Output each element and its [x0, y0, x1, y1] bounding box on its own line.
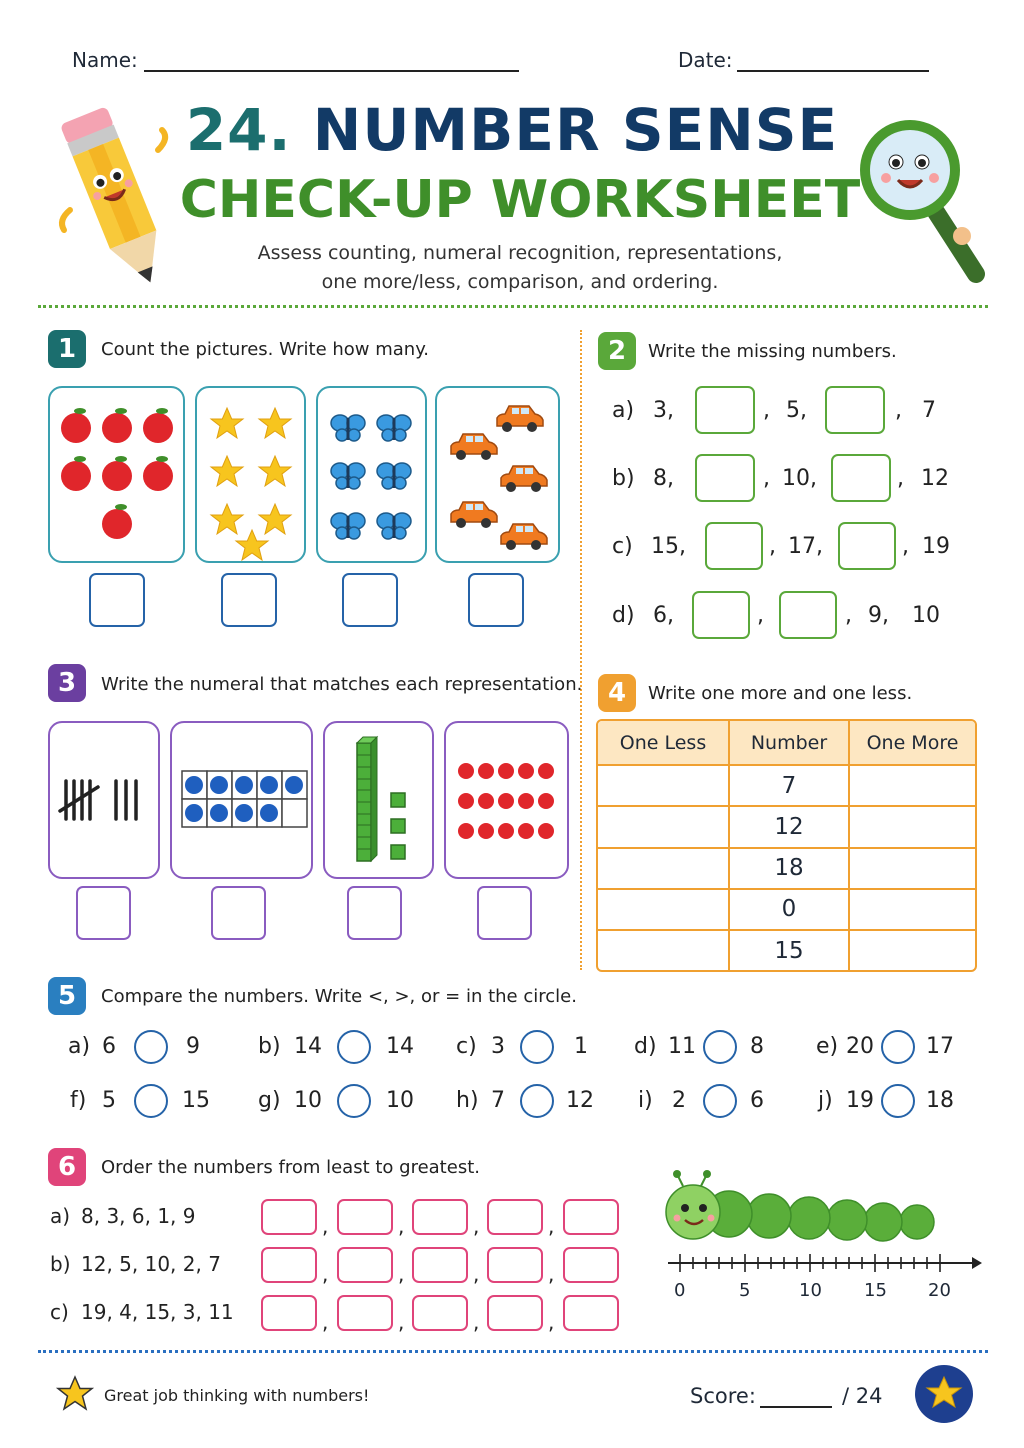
- compare-g-left: 10: [294, 1088, 322, 1113]
- compare-e-right: 17: [926, 1034, 954, 1059]
- missing-row-c-comma-1: ,: [769, 534, 776, 559]
- title-number: 24.: [185, 96, 292, 164]
- apple-icon: [50, 388, 183, 561]
- section-1-badge: 1: [48, 330, 86, 368]
- missing-row-c-comma-2: ,: [902, 534, 909, 559]
- compare-h-right: 12: [566, 1088, 594, 1113]
- missing-row-b-comma-1: ,: [763, 466, 770, 491]
- missing-row-b-comma-2: ,: [897, 466, 904, 491]
- number-line-label-10: 10: [799, 1280, 822, 1301]
- missing-row-a-item-3: 7: [922, 398, 936, 423]
- section-1-answer-box-3[interactable]: [342, 573, 398, 627]
- score-label: Score:: [690, 1384, 756, 1408]
- column-divider: [580, 330, 582, 970]
- section-1-instruction: Count the pictures. Write how many.: [101, 339, 430, 360]
- number-cell: 7: [729, 765, 849, 806]
- table-header-one-less: One Less: [598, 721, 729, 765]
- star-icon: [197, 388, 304, 561]
- section-2-instruction: Write the missing numbers.: [648, 341, 897, 362]
- compare-e-left: 20: [846, 1034, 874, 1059]
- order-row-c-numbers: 19, 4, 15, 3, 11: [81, 1300, 234, 1324]
- compare-h-left: 7: [491, 1088, 505, 1113]
- svg-text:,: ,: [548, 1262, 555, 1286]
- compare-f-label: f): [70, 1088, 87, 1113]
- number-line: [664, 1252, 984, 1274]
- table-header-one-more: One More: [849, 721, 975, 765]
- compare-c-right: 1: [574, 1034, 588, 1059]
- name-line[interactable]: [144, 70, 519, 72]
- compare-i-label: i): [638, 1088, 653, 1113]
- svg-text:,: ,: [322, 1262, 329, 1286]
- missing-row-c-box-2[interactable]: [838, 522, 896, 570]
- compare-f-left: 5: [102, 1088, 116, 1113]
- compare-g-circle[interactable]: [337, 1084, 371, 1118]
- name-label: Name:: [72, 48, 138, 72]
- missing-row-a-item-1: 3,: [653, 398, 674, 423]
- one-more-cell[interactable]: [849, 889, 975, 930]
- compare-j-right: 18: [926, 1088, 954, 1113]
- order-commas: [260, 1195, 630, 1345]
- one-less-cell[interactable]: [598, 848, 729, 889]
- star-count-card: [195, 386, 306, 563]
- one-more-less-table: [596, 719, 977, 972]
- number-cell: 15: [729, 930, 849, 970]
- one-more-cell[interactable]: [849, 765, 975, 806]
- section-5-badge: 5: [48, 977, 86, 1015]
- page-subtitle: CHECK-UP WORKSHEET: [179, 170, 861, 230]
- compare-j-label: j): [818, 1088, 833, 1113]
- one-more-cell[interactable]: [849, 848, 975, 889]
- section-3-badge: 3: [48, 664, 86, 702]
- number-line-label-20: 20: [928, 1280, 951, 1301]
- compare-c-circle[interactable]: [520, 1030, 554, 1064]
- missing-row-d-label: d): [612, 603, 635, 628]
- one-less-cell[interactable]: [598, 765, 729, 806]
- description-line-2: one more/less, comparison, and ordering.: [321, 271, 719, 293]
- page-title: [0, 96, 1024, 164]
- one-less-cell[interactable]: [598, 930, 729, 970]
- section-1-answer-box-2[interactable]: [221, 573, 277, 627]
- section-3-answer-box-3[interactable]: [347, 886, 402, 940]
- compare-d-right: 8: [750, 1034, 764, 1059]
- section-6-badge: 6: [48, 1148, 86, 1186]
- section-6-instruction: Order the numbers from least to greatest.: [101, 1157, 480, 1178]
- compare-b-left: 14: [294, 1034, 322, 1059]
- compare-b-circle[interactable]: [337, 1030, 371, 1064]
- svg-text:,: ,: [548, 1310, 555, 1334]
- missing-row-a-comma-1: ,: [763, 398, 770, 423]
- tally-marks-icon: [50, 723, 158, 877]
- compare-c-left: 3: [491, 1034, 505, 1059]
- missing-row-d-comma-2: ,: [845, 603, 852, 628]
- date-line[interactable]: [737, 70, 929, 72]
- footer-divider: [38, 1350, 988, 1353]
- title-main: NUMBER SENSE: [312, 96, 839, 164]
- missing-row-a-comma-2: ,: [895, 398, 902, 423]
- compare-i-circle[interactable]: [703, 1084, 737, 1118]
- missing-row-c-item-3: 19: [922, 534, 950, 559]
- compare-g-right: 10: [386, 1088, 414, 1113]
- missing-row-a-box-2[interactable]: [825, 386, 885, 434]
- order-row-b-numbers: 12, 5, 10, 2, 7: [81, 1252, 221, 1276]
- missing-row-d-box-1[interactable]: [692, 591, 750, 639]
- missing-row-d-box-2[interactable]: [779, 591, 837, 639]
- missing-row-c-item-2: 17,: [788, 534, 823, 559]
- section-3-answer-box-4[interactable]: [477, 886, 532, 940]
- dot-array-icon: [446, 723, 567, 877]
- score-line[interactable]: [760, 1406, 832, 1408]
- compare-j-left: 19: [846, 1088, 874, 1113]
- order-row-a-numbers: 8, 3, 6, 1, 9: [81, 1204, 196, 1228]
- caterpillar-icon: [655, 1168, 955, 1248]
- missing-row-b-item-2: 10,: [782, 466, 817, 491]
- compare-e-circle[interactable]: [881, 1030, 915, 1064]
- section-1-answer-box-1[interactable]: [89, 573, 145, 627]
- section-4-badge: 4: [598, 674, 636, 712]
- car-icon: [437, 388, 558, 561]
- butterfly-count-card: [316, 386, 427, 563]
- compare-a-label: a): [68, 1034, 91, 1059]
- table-row: [598, 848, 975, 889]
- missing-row-d-item-1: 6,: [653, 603, 674, 628]
- score-star-badge-icon: [914, 1364, 974, 1424]
- order-row-b-label: b): [50, 1252, 71, 1276]
- compare-i-right: 6: [750, 1088, 764, 1113]
- svg-text:,: ,: [473, 1262, 480, 1286]
- score-total: / 24: [842, 1384, 883, 1408]
- section-3-instruction: Write the numeral that matches each representation.: [101, 674, 583, 695]
- compare-h-circle[interactable]: [520, 1084, 554, 1118]
- section-3-answer-box-2[interactable]: [211, 886, 266, 940]
- svg-text:,: ,: [548, 1214, 555, 1238]
- compare-b-label: b): [258, 1034, 281, 1059]
- date-label: Date:: [678, 48, 733, 72]
- missing-row-b-item-1: 8,: [653, 466, 674, 491]
- base-ten-card: [323, 721, 434, 879]
- number-line-label-0: 0: [674, 1280, 686, 1301]
- table-row: [598, 765, 975, 806]
- description-line-1: Assess counting, numeral recognition, representations,: [257, 242, 783, 264]
- missing-row-a-label: a): [612, 398, 635, 423]
- missing-row-d-item-2: 9,: [868, 603, 889, 628]
- section-2-badge: 2: [598, 332, 636, 370]
- missing-row-b-item-3: 12: [921, 466, 949, 491]
- order-row-a-label: a): [50, 1204, 71, 1228]
- one-less-cell[interactable]: [598, 806, 729, 847]
- table-row: [598, 889, 975, 930]
- table-row: [598, 930, 975, 970]
- compare-j-circle[interactable]: [881, 1084, 915, 1118]
- table-row: [598, 806, 975, 847]
- svg-text:,: ,: [398, 1214, 405, 1238]
- missing-row-a-box-1[interactable]: [695, 386, 755, 434]
- svg-text:,: ,: [473, 1214, 480, 1238]
- section-1-answer-box-4[interactable]: [468, 573, 524, 627]
- missing-row-d-item-3: 10: [912, 603, 940, 628]
- compare-a-circle[interactable]: [134, 1030, 168, 1064]
- compare-i-left: 2: [672, 1088, 686, 1113]
- compare-c-label: c): [456, 1034, 477, 1059]
- base-ten-blocks-icon: [325, 723, 432, 877]
- number-cell: 18: [729, 848, 849, 889]
- missing-row-c-box-1[interactable]: [705, 522, 763, 570]
- section-4-instruction: Write one more and one less.: [648, 683, 913, 704]
- tally-card: [48, 721, 160, 879]
- compare-d-circle[interactable]: [703, 1030, 737, 1064]
- missing-row-d-comma-1: ,: [757, 603, 764, 628]
- svg-text:,: ,: [322, 1214, 329, 1238]
- missing-row-b-label: b): [612, 466, 635, 491]
- number-line-label-5: 5: [739, 1280, 751, 1301]
- compare-a-right: 9: [186, 1034, 200, 1059]
- butterfly-icon: [318, 388, 425, 561]
- footer-message: Great job thinking with numbers!: [104, 1386, 370, 1405]
- dot-array-card: [444, 721, 569, 879]
- missing-row-c-label: c): [612, 534, 633, 559]
- table-header-number: Number: [729, 721, 849, 765]
- missing-row-b-box-2[interactable]: [831, 454, 891, 502]
- compare-a-left: 6: [102, 1034, 116, 1059]
- number-cell: 0: [729, 889, 849, 930]
- one-more-cell[interactable]: [849, 806, 975, 847]
- compare-d-left: 11: [668, 1034, 696, 1059]
- missing-row-b-box-1[interactable]: [695, 454, 755, 502]
- number-line-label-15: 15: [864, 1280, 887, 1301]
- compare-g-label: g): [258, 1088, 281, 1113]
- svg-text:,: ,: [473, 1310, 480, 1334]
- compare-f-circle[interactable]: [134, 1084, 168, 1118]
- ten-frame-icon: [172, 723, 311, 877]
- section-5-instruction: Compare the numbers. Write <, >, or = in the circle.: [101, 986, 577, 1007]
- section-3-answer-box-1[interactable]: [76, 886, 131, 940]
- footer-star-icon: [56, 1375, 94, 1413]
- compare-h-label: h): [456, 1088, 479, 1113]
- ten-frame-card: [170, 721, 313, 879]
- header-divider: [38, 305, 988, 308]
- car-count-card: [435, 386, 560, 563]
- missing-row-a-item-2: 5,: [786, 398, 807, 423]
- apple-count-card: [48, 386, 185, 563]
- one-more-cell[interactable]: [849, 930, 975, 970]
- number-cell: 12: [729, 806, 849, 847]
- compare-b-right: 14: [386, 1034, 414, 1059]
- compare-f-right: 15: [182, 1088, 210, 1113]
- svg-text:,: ,: [398, 1262, 405, 1286]
- svg-text:,: ,: [322, 1310, 329, 1334]
- one-less-cell[interactable]: [598, 889, 729, 930]
- missing-row-c-item-1: 15,: [651, 534, 686, 559]
- order-row-c-label: c): [50, 1300, 69, 1324]
- svg-text:,: ,: [398, 1310, 405, 1334]
- compare-d-label: d): [634, 1034, 657, 1059]
- compare-e-label: e): [816, 1034, 839, 1059]
